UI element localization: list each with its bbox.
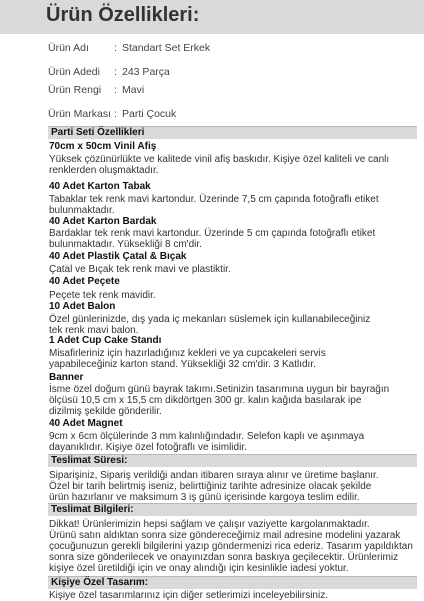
item-text: Çatal ve Bıçak tek renk mavi ve plastiktir.	[49, 264, 231, 275]
delivery-info-text: Dikkat! Ürünlerimizin hepsi sağlam ve çalışır vaziyette kargolanmaktadır. Ürünü satın aldıktan sonra size göndereceğimiz mail adresine modelini yazarak çocuğunuzun gerekli bilgilerini yazıp göndermenizi rica ederiz. Tasarım yapıldıktan sonra size gönderilecek ve onayınızdan sonra baskıya geçilecektir. Ürünlerimiz kişiye özel üretildiği için ve onay alındığı için kesinlikle iadesi yoktur.	[49, 519, 413, 574]
spec-label: Ürün Adı	[48, 42, 89, 54]
item-heading: 40 Adet Plastik Çatal & Bıçak	[49, 251, 187, 262]
item-heading: 40 Adet Magnet	[49, 418, 123, 429]
spec-label: Ürün Markası	[48, 108, 112, 120]
section-header-delivery-time: Teslimat Süresi:	[48, 454, 417, 467]
item-heading: 1 Adet Cup Cake Standı	[49, 335, 162, 346]
spec-separator: :	[114, 108, 117, 120]
spec-row-count	[48, 66, 170, 78]
spec-value: Parti Çocuk	[122, 108, 177, 120]
spec-value: Standart Set Erkek	[122, 42, 211, 54]
item-heading: 40 Adet Karton Tabak	[49, 181, 151, 192]
spec-value: 243 Parça	[122, 66, 170, 78]
item-heading: 40 Adet Peçete	[49, 276, 120, 287]
item-heading: 10 Adet Balon	[49, 301, 116, 312]
section-header-custom-design: Kişiye Özel Tasarım:	[48, 576, 417, 589]
page-title: Ürün Özellikleri:	[46, 4, 200, 26]
item-text: Özel günlerinizde, dış yada iç mekanları süslemek için kullanabileceğiniz tek renk mavi balon.	[49, 314, 371, 336]
title-bar	[0, 0, 424, 34]
delivery-time-text: Siparişiniz, Sipariş verildiği andan itibaren sıraya alınır ve üretime başlanır. Özel bir tarih belirtmiş iseniz, belirttiğiniz tarihte adresinize olacak şekilde ürün hazırlanır ve maksimum 3 iş günü içerisinde kargoya teslim edilir.	[49, 470, 379, 503]
item-text: İsme özel doğum günü bayrak takımı.Setinizin tasarımına uygun bir bayrağın ölçüsü 10,5 cm x 15,5 cm dikdörtgen 300 gr. kalın kağıda basılarak ipe dizilmiş şekilde gönderilir.	[49, 384, 390, 417]
spec-separator: :	[114, 84, 117, 96]
item-text: Yüksek çözünürlükte ve kalitede vinil afiş baskıdır. Kişiye özel kaliteli ve canlı renklerden oluşmaktadır.	[49, 154, 390, 176]
item-text: Tabaklar tek renk mavi kartondur. Üzerinde 7,5 cm çapında fotoğraflı etiket bulunmaktadır.	[49, 194, 379, 216]
item-heading: 40 Adet Karton Bardak	[49, 216, 157, 227]
custom-design-text: Kişiye özel tasarımlarınız için diğer setlerimizi inceleyebilirsiniz.	[49, 590, 328, 601]
spec-row-name	[48, 42, 210, 54]
spec-label: Ürün Rengi	[48, 84, 102, 96]
item-heading: 70cm x 50cm Vinil Afiş	[49, 141, 157, 152]
section-header-party-set: Parti Seti Özellikleri	[48, 126, 417, 139]
spec-row-brand	[48, 108, 176, 120]
spec-separator: :	[114, 66, 117, 78]
spec-separator: :	[114, 42, 117, 54]
item-heading: Banner	[49, 372, 84, 383]
item-text: Bardaklar tek renk mavi kartondur. Üzerinde 5 cm çapında fotoğraflı etiket bulunmaktadır. Yüksekliği 8 cm'dir.	[49, 228, 376, 250]
section-header-delivery-info: Teslimat Bilgileri:	[48, 503, 417, 516]
spec-row-color	[48, 84, 144, 96]
item-text: 9cm x 6cm ölçülerinde 3 mm kalınlığındadır. Selefon kaplı ve aşınmaya dayanıklıdır. Kişiye özel fotoğraflı ve isimlidir.	[49, 431, 365, 453]
item-text: Peçete tek renk mavidir.	[49, 290, 156, 301]
item-text: Misafirleriniz için hazırladığınız kekleri ve ya cupcakeleri servis yapabileceğiniz karton stand. Yüksekliği 32 cm'dir. 3 Katlıdır.	[49, 348, 326, 370]
spec-label: Ürün Adedi	[48, 66, 100, 78]
spec-value: Mavi	[122, 84, 145, 96]
